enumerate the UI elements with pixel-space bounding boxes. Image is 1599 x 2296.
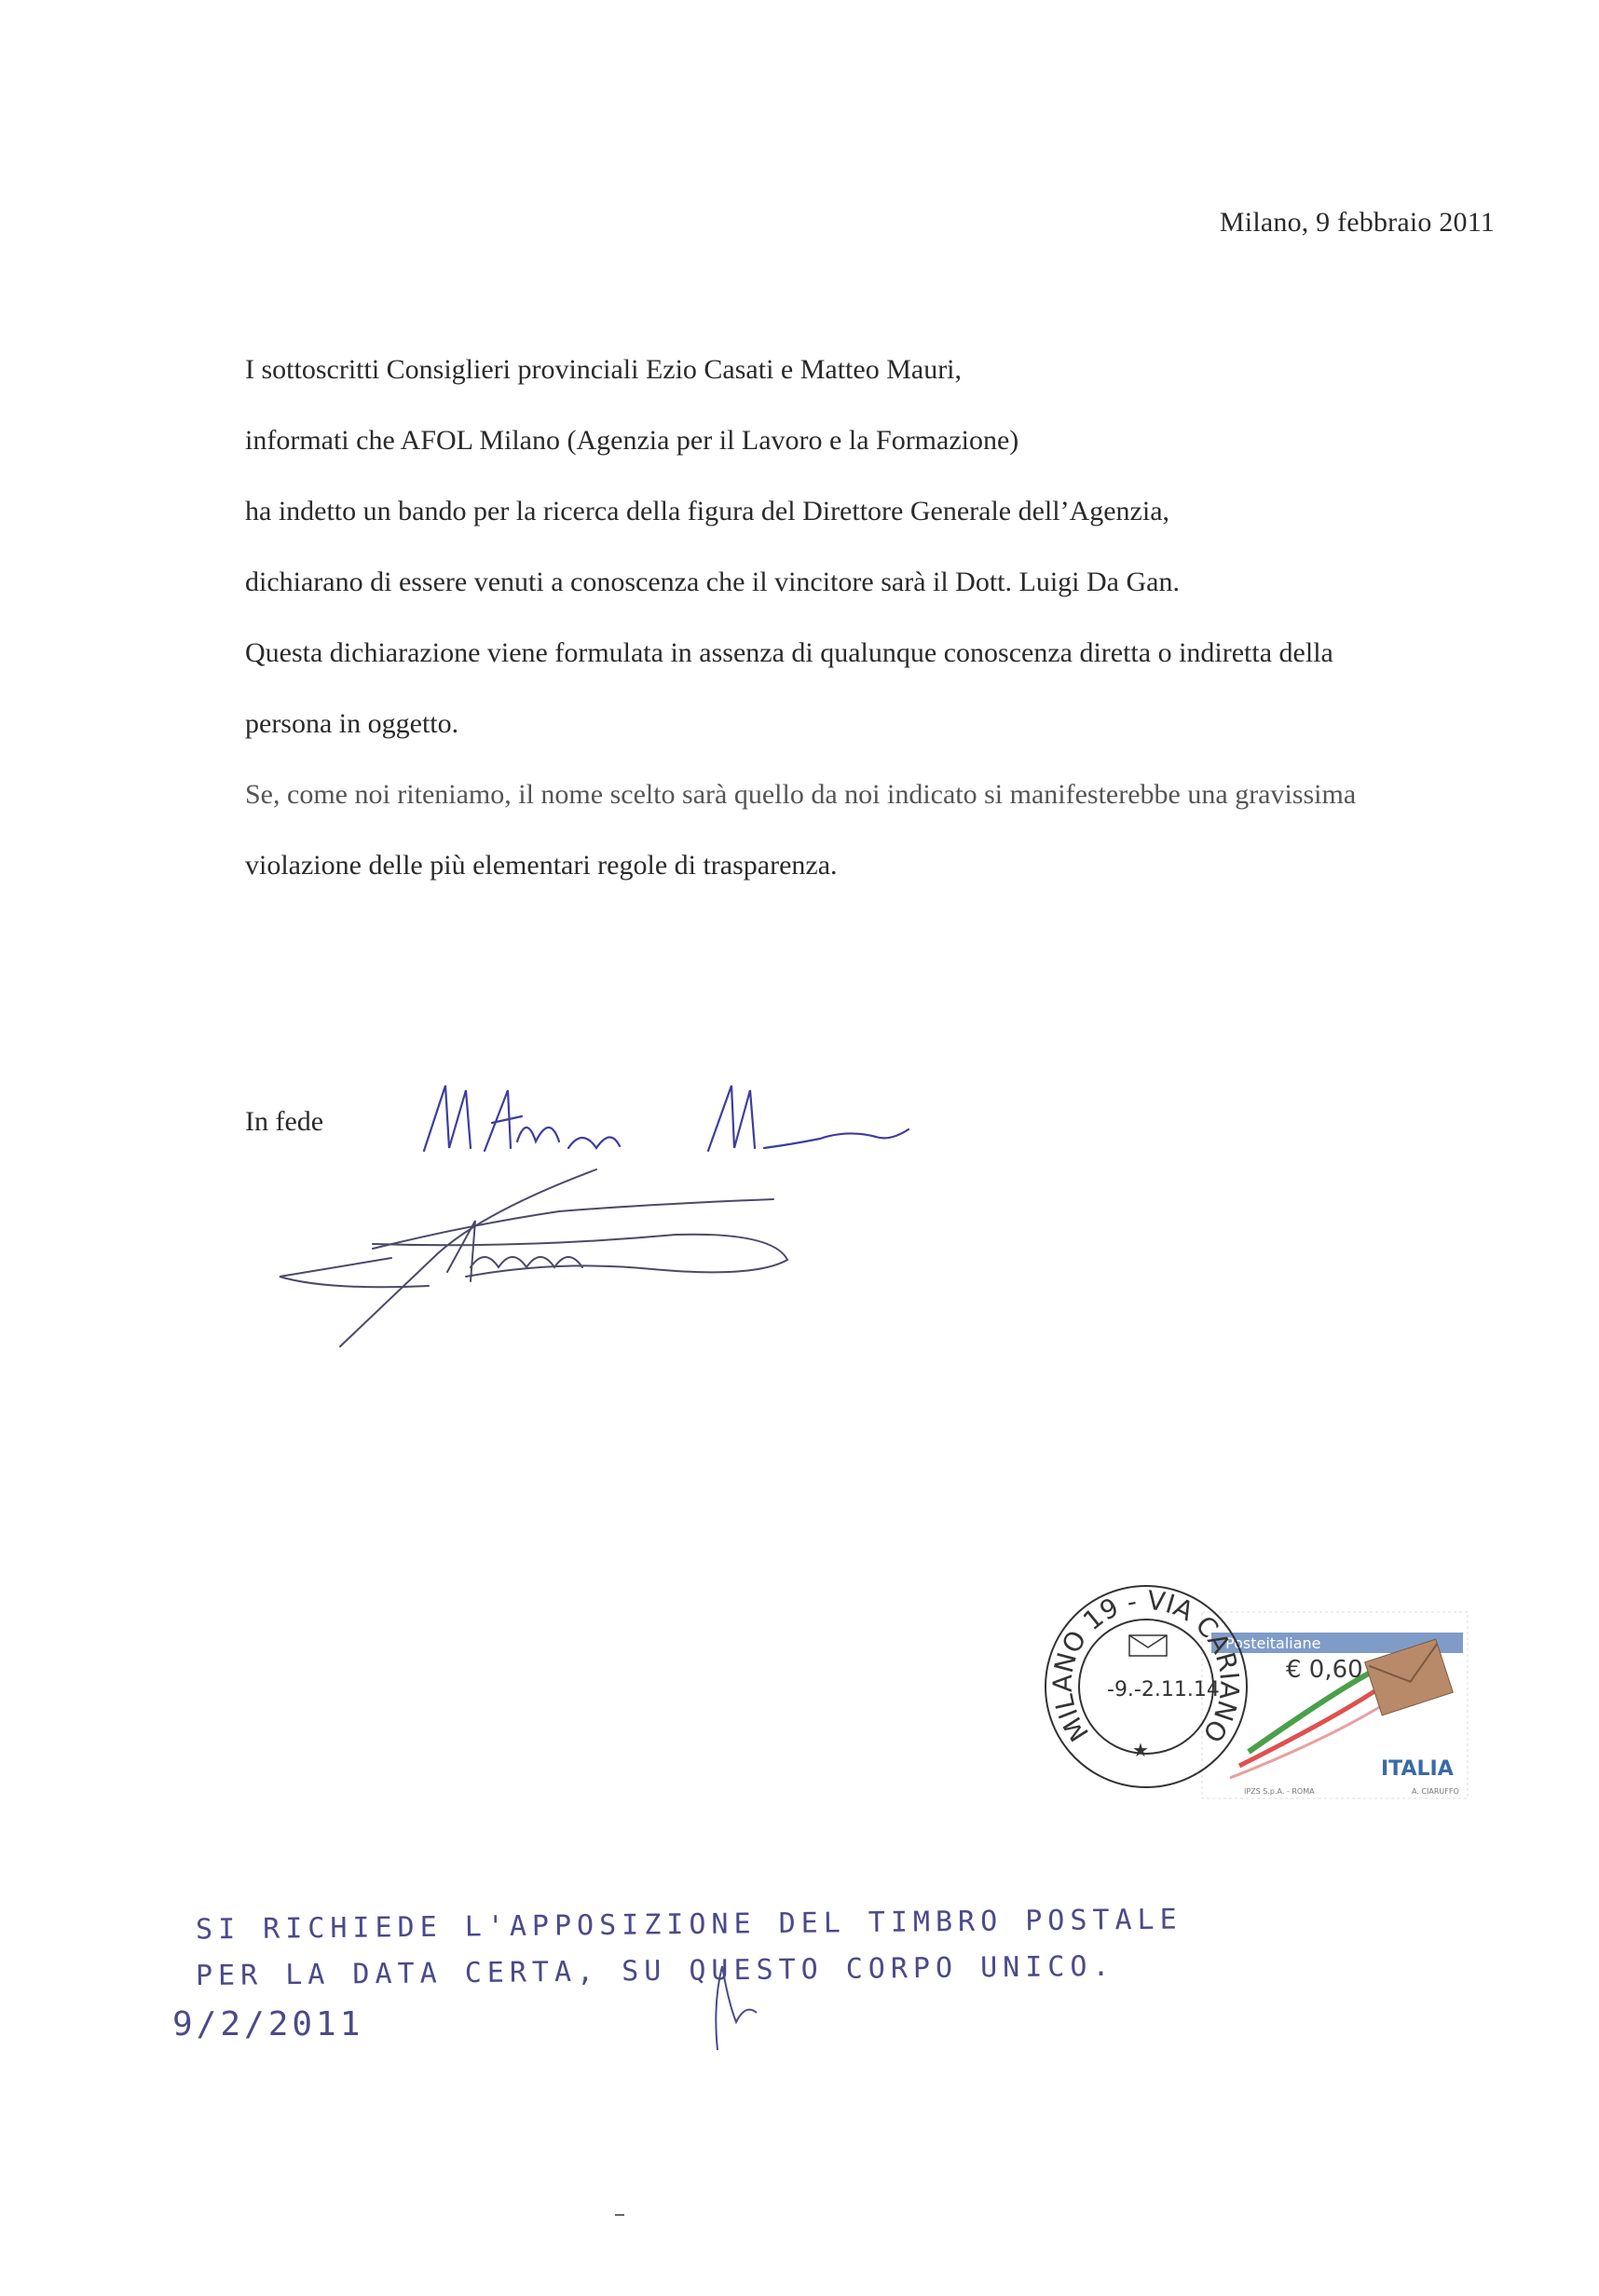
page-mark: [615, 2214, 624, 2216]
stamp-designer: A. CIARUFFO: [1412, 1787, 1459, 1796]
postmark-ring-text: MILANO 19 - VIA CARIANO: [1046, 1584, 1246, 1748]
handwritten-note-line2: PER LA DATA CERTA, SU QUESTO CORPO UNICO.: [195, 1949, 1115, 1993]
body-line: ha indetto un bando per la ricerca della figura del Direttore Generale dell’Agenzia,: [245, 496, 1170, 526]
body-line: persona in oggetto.: [245, 708, 459, 739]
stamp-brand: Posteitaliane: [1225, 1634, 1321, 1652]
body-line: Se, come noi riteniamo, il nome scelto sarà quello da noi indicato si manifesterebbe una gravissima: [245, 779, 1357, 810]
stamp-printer: IPZS S.p.A. - ROMA: [1244, 1787, 1315, 1796]
postmark-date: -9.-2.11.14: [1107, 1678, 1220, 1702]
body-line: I sottoscritti Consiglieri provinciali Ezio Casati e Matteo Mauri,: [245, 354, 963, 385]
body-line: dichiarano di essere venuti a conoscenza che il vincitore sarà il Dott. Luigi Da Gan.: [245, 567, 1180, 597]
body-line: Questa dichiarazione viene formulata in assenza di qualunque conoscenza diretta o indiretta della: [245, 637, 1333, 668]
stamp-country: ITALIA: [1381, 1757, 1454, 1781]
closing-in-fede: In fede: [245, 1106, 324, 1137]
stamp-value: € 0,60: [1286, 1656, 1363, 1684]
letter-date: Milano, 9 febbraio 2011: [1219, 207, 1495, 238]
postmark-star: ★: [1132, 1739, 1149, 1761]
handwritten-note-date: 9/2/2011: [172, 2005, 364, 2043]
body-line: informati che AFOL Milano (Agenzia per il Lavoro e la Formazione): [245, 425, 1019, 456]
handwritten-note-line1: SI RICHIEDE L'APPOSIZIONE DEL TIMBRO POSTALE: [195, 1903, 1182, 1947]
body-line: violazione delle più elementari regole di trasparenza.: [245, 850, 838, 881]
